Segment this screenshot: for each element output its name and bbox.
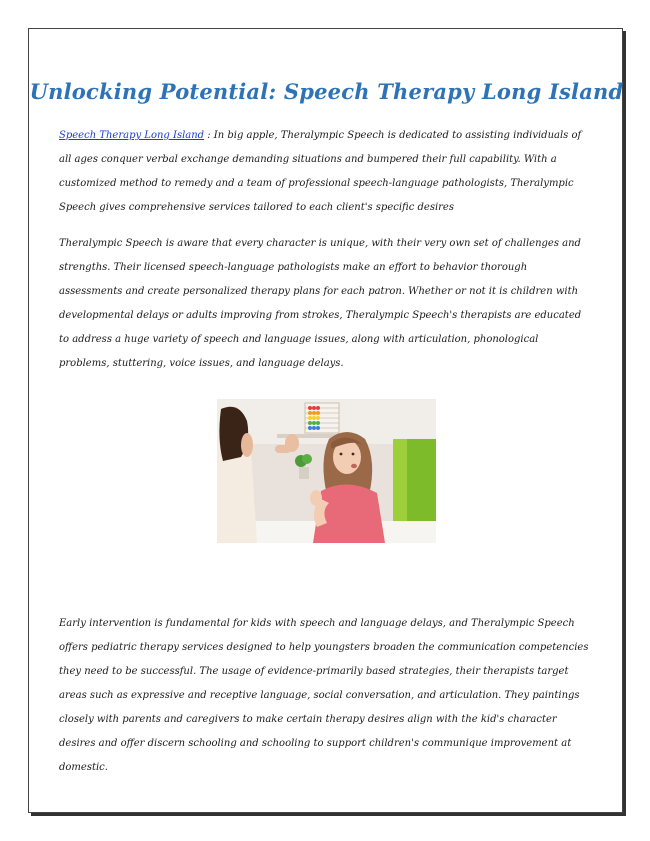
page-title: Unlocking Potential: Speech Therapy Long Island bbox=[29, 79, 624, 104]
speech-therapy-link[interactable]: Speech Therapy Long Island bbox=[59, 130, 205, 141]
early-intervention-paragraph: Early intervention is fundamental for kids with speech and language delays, and Theralympic Speech offers pediatric therapy services designed to help youngsters broaden the communication competencies they need to be successful. The usage of evidence-primarily based strategies, their therapists target areas such as expressive and receptive language, social conversation, and articulation. They paintings closely with parents and caregivers to make certain therapy desires align with the kid's character desires and offer discern schooling and schooling to support children's communique improvement at domestic. bbox=[59, 618, 589, 773]
intro-paragraph-text: : In big apple, Theralympic Speech is dedicated to assisting individuals of all ages conquer verbal exchange demanding situations and bumpered their full capability. With a customized method to remedy and a team of professional speech-language pathologists, Theralympic Speech gives comprehensive services tailored to each client's specific desires bbox=[59, 130, 582, 213]
speech-therapy-photo bbox=[217, 399, 436, 543]
intro-paragraph bbox=[59, 124, 591, 220]
document-page bbox=[28, 28, 623, 813]
services-paragraph: Theralympic Speech is aware that every character is unique, with their very own set of challenges and strengths. Their licensed speech-language pathologists make an effort to behavior thorough assessments and create personalized therapy plans for each patron. Whether or not it is children with developmental delays or adults improving from strokes, Theralympic Speech's therapists are educated to address a huge variety of speech and language issues, along with articulation, phonological problems, stuttering, voice issues, and language delays. bbox=[59, 238, 582, 369]
